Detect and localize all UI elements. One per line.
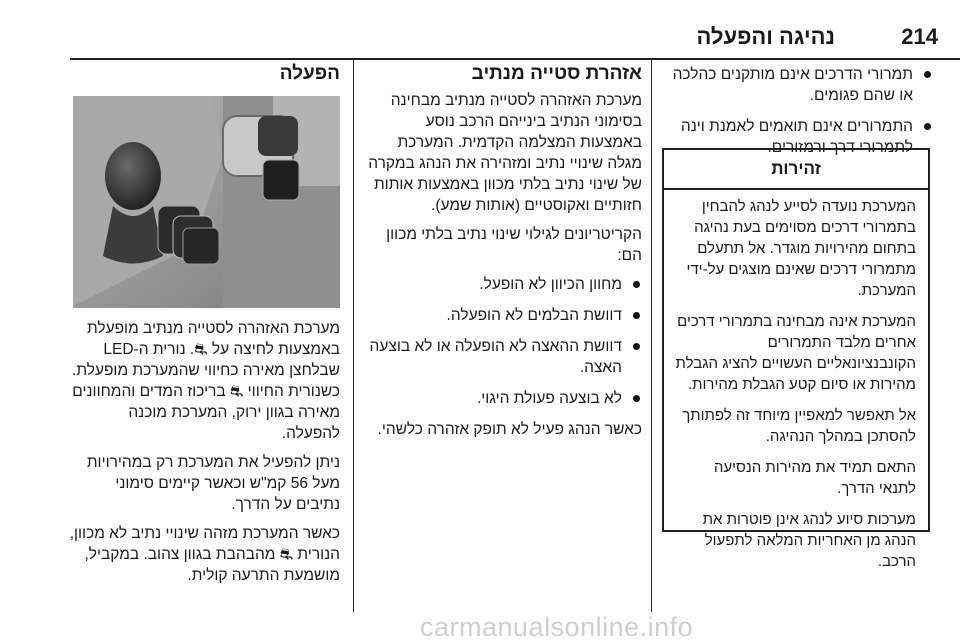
column-middle <box>366 62 642 448</box>
lane-departure-button-photo <box>73 96 340 308</box>
warning-paragraph: מערכות סיוע לנהג אינן פוטרות את הנהג מן האחריות המלאה לתפעול הרכב. <box>702 511 916 570</box>
list-item: דוושת ההאצה לא הופעלה או לא בוצעה האצה. <box>366 336 642 378</box>
activation-paragraph: מערכת האזהרה לסטייה מנתיב מופעלת באמצעות לחיצה על ⛐. נורית ה-LED שבלחצן מאירה כחיווי שהמערכת מופעלת. כשנורית החיווי ⛐ בריכוז המדים והמחוונים מאירה בגוון ירוק, המערכת מוכנה להפעלה. <box>72 320 340 442</box>
header-rule <box>70 58 960 60</box>
warning-paragraph: המערכת נועדה לסייע לנהג להבחין בתמרורי דרכים מסוימים בעת נהיגה בתחום מהירויות מוגדר. אל תתעלם מתמרורי דרכים שאינם מוצגים על-ידי המערכת. <box>686 198 916 299</box>
activation-text <box>68 318 340 594</box>
criteria-paragraph: הקריטריונים לגילוי שינוי נתיב בלתי מכוון הם: <box>386 226 642 264</box>
page-number: 214 <box>901 24 938 49</box>
warning-paragraph: אל תאפשר למאפיין מיוחד זה לפתותך להסתכן במהלך הנהיגה. <box>682 407 916 445</box>
warning-box <box>662 148 930 570</box>
column-divider-right <box>651 60 652 612</box>
warning-paragraph: התאם תמיד את מהירות הנסיעה לתנאי הדרך. <box>713 459 916 497</box>
section-heading-lane-departure: אזהרת סטייה מנתיב <box>471 63 642 84</box>
criteria-list <box>366 274 642 409</box>
activation-paragraph: ניתן להפעיל את המערכת רק במהירויות מעל 56 קמ"ש וכאשר קיימים סימוני נתיבים על הדרך. <box>86 454 340 513</box>
watermark: carmanualsonline.info <box>420 612 694 642</box>
column-left <box>68 62 340 90</box>
activation-paragraph: כאשר המערכת מזהה שינויי נתיב לא מכוון, הנורית ⛐ מהבהבת בגוון צהוב. במקביל, מושמעת התרעה קולית. <box>69 525 340 584</box>
section-heading-activation: הפעלה <box>279 63 340 84</box>
list-item: דוושת הבלמים לא הופעלה. <box>366 305 642 326</box>
closing-paragraph: כאשר הנהג פעיל לא תופק אזהרה כלשהי. <box>377 421 642 438</box>
column-divider-left <box>353 60 354 612</box>
warning-title: זהירות <box>664 150 928 190</box>
intro-paragraph: מערכת האזהרה לסטייה מנתיב מבחינה בסימוני הנתיב בינייהם הרכב נוסע באמצעות המצלמה הקדמית. המערכת מגלה שינויי נתיב ומזהירה את הנהג במקרה של שינוי נתיב בלתי מכוון באמצעות אותות חזותיים ואקוסטיים (אותות שמע). <box>368 92 642 214</box>
page-title: נהיגה והפעלה <box>696 24 835 49</box>
list-item: תמרורי הדרכים אינם מותקנים כהלכה או שהם פגומים. <box>665 64 933 106</box>
page-header <box>0 0 960 70</box>
list-item: מחוון הכיוון לא הופעל. <box>366 274 642 295</box>
list-item: לא בוצעה פעולת היגוי. <box>366 388 642 409</box>
list-item: התמרורים אינם תואמים לאמנת וינה לתמרורי דרך ורמזורים. <box>665 116 933 158</box>
warning-paragraph: המערכת אינה מבחינה בתמרורי דרכים אחרים מלבד התמרורים הקונבנציונאליים העשויים להציג הגבלת מהירות או סיום קטע הגבלת מהירות. <box>675 313 916 393</box>
conditions-list <box>665 64 933 158</box>
